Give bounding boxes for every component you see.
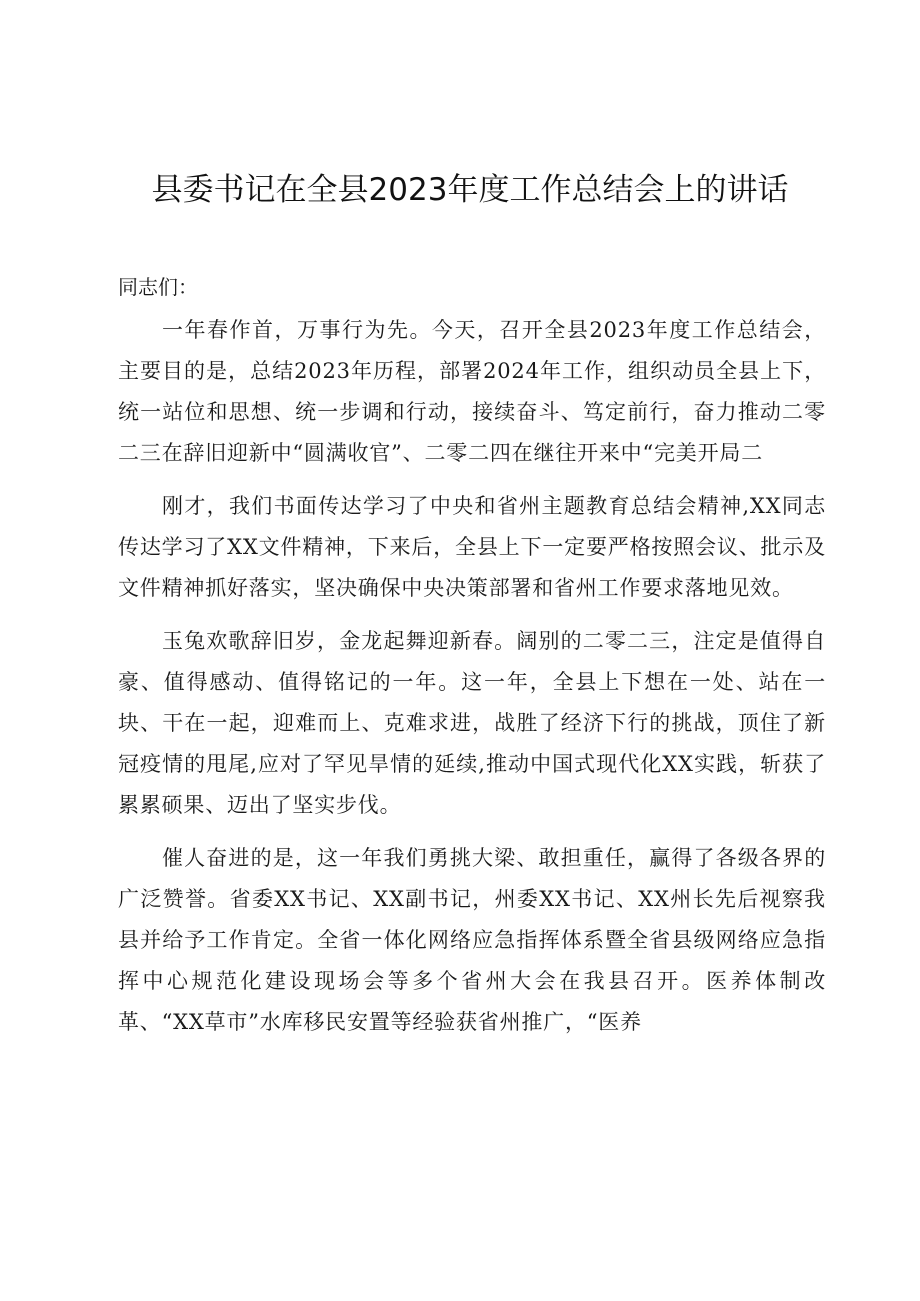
paragraph-3: 玉兔欢歌辞旧岁，金龙起舞迎新春。阔别的二零二三，注定是值得自豪、值得感动、值得铭记的一年。这一年，全县上下想在一处、站在一块、干在一起，迎难而上、克难求进，战胜了经济下行的挑战，顶住了新冠疫情的甩尾,应对了罕见旱情的延续,推动中国式现代化XX实践，斩获了累累硕果、迈出了坚实步伐。 (118, 629, 826, 817)
paragraph-2: 刚才，我们书面传达学习了中央和省州主题教育总结会精神,XX同志传达学习了XX文件精神，下来后，全县上下一定要严格按照会议、批示及文件精神抓好落实，坚决确保中央决策部署和省州工作要求落地见效。 (118, 494, 826, 600)
salutation: 同志们： (118, 275, 198, 299)
paragraph-4: 催人奋进的是，这一年我们勇挑大梁、敢担重任，赢得了各级各界的广泛赞誉。省委XX书记、XX副书记，州委XX书记、XX州长先后视察我县并给予工作肯定。全省一体化网络应急指挥体系暨全省县级网络应急指挥中心规范化建设现场会等多个省州大会在我县召开。医养体制改革、“XX草市”水库移民安置等经验获省州推广，“医养 (118, 846, 826, 1034)
document-title: 县委书记在全县2023年度工作总结会上的讲话 (151, 172, 789, 208)
paragraph-1: 一年春作首，万事行为先。今天，召开全县2023年度工作总结会，主要目的是，总结2023年历程，部署2024年工作，组织动员全县上下，统一站位和思想、统一步调和行动，接续奋斗、笃定前行，奋力推动二零二三在辞旧迎新中“圆满收官”、二零二四在继往开来中“完美开局二 (118, 318, 826, 465)
document-body (118, 310, 826, 1055)
